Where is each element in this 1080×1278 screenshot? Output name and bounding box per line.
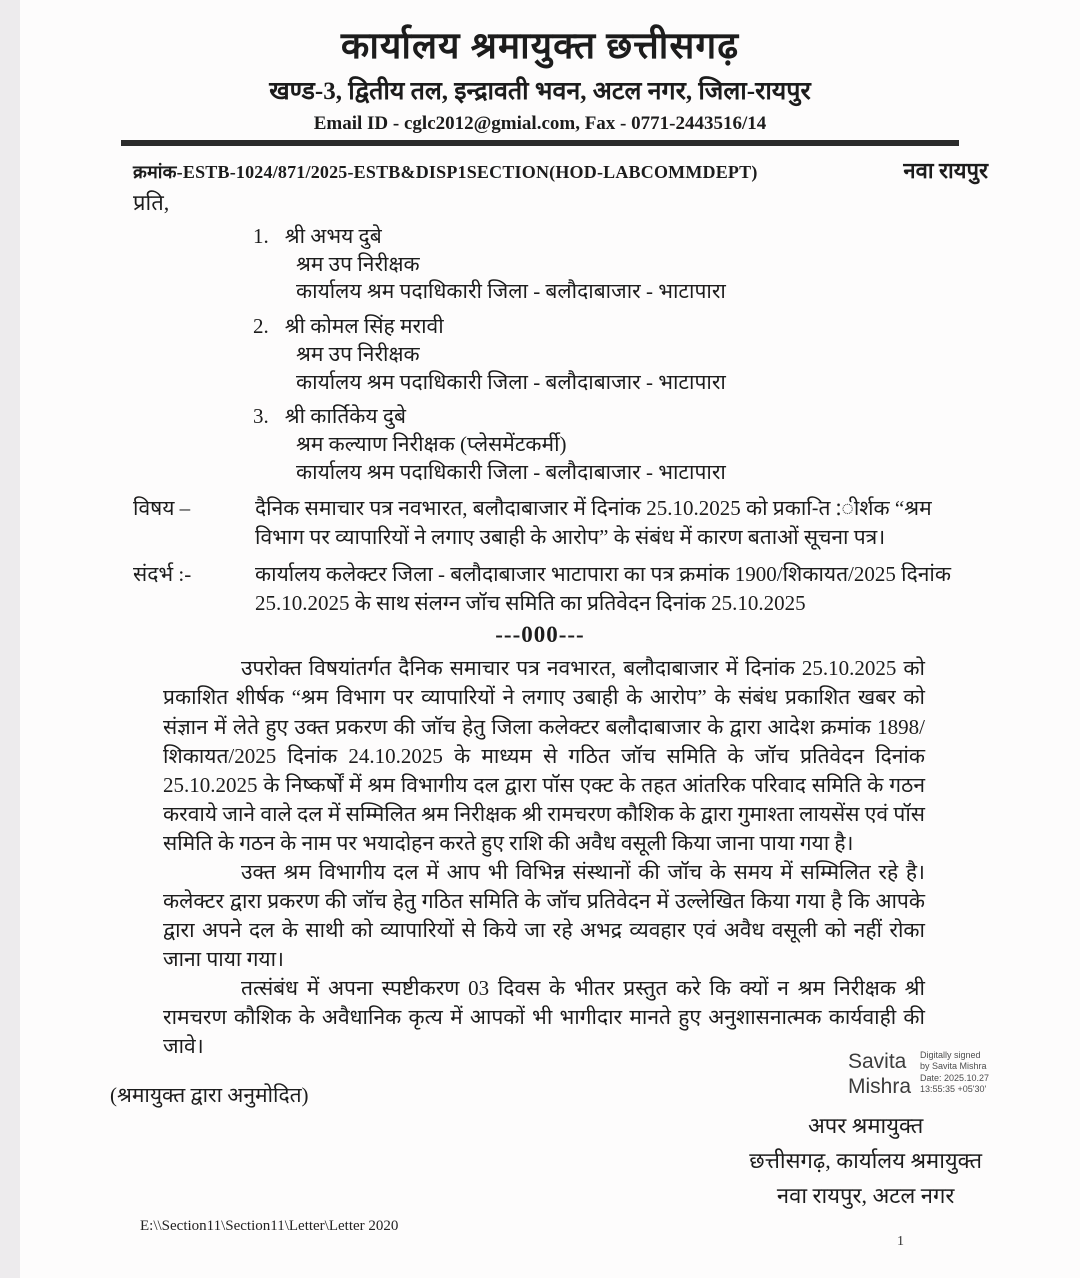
section-divider: ---000--- bbox=[495, 622, 585, 648]
digital-signature-detail-line3: Date: 2025.10.27 bbox=[920, 1072, 990, 1083]
reference-note-row bbox=[133, 560, 985, 618]
body-paragraph-1: उपरोक्त विषयांतर्गत दैनिक समाचार पत्र नवभारत, बलौदाबाजार में दिनांक 25.10.2025 को प्रकाशित शीर्षक “श्रम विभाग पर व्यापारियों ने लगाए उबाही के आरोप” के संबंध प्रकाशित खबर को संज्ञान में लेते हुए उक्त प्रकरण की जॉच हेतु जिला कलेक्टर बलौदाबाजार के द्वारा आदेश क्रमांक 1898/शिकायत/2025 दिनांक 24.10.2025 के माध्यम से गठित जॉच समिति के जॉच प्रतिवेदन दिनांक 25.10.2025 के निष्कर्षों में श्रम विभागीय दल द्वारा पॉस एक्ट के तहत आंतरिक परिवाद समिति के गठन करवाये जाने वाले दल में सम्मिलित श्रम निरीक्षक श्री रामचरण कौशिक के द्वारा गुमाश्ता लायसेंस एवं पॉस समिति के गठन के नाम पर भयादोहन करते हुए राशि की अवैध वसूली किया जाना पाया गया है। bbox=[163, 656, 925, 855]
digital-signature-name-line2: Mishra bbox=[847, 1074, 911, 1098]
letter-body bbox=[163, 654, 925, 1061]
file-path: E:\\Section11\Section11\Letter\Letter 2020 bbox=[140, 1218, 399, 1234]
signatory-title: अपर श्रमायुक्त bbox=[807, 1113, 924, 1138]
reference-note-label: संदर्भ :- bbox=[133, 562, 192, 587]
digital-signature-name bbox=[848, 1050, 911, 1100]
digital-signature-stamp bbox=[848, 1050, 1016, 1100]
recipient-3-index: 3. bbox=[253, 404, 269, 429]
org-address: खण्ड-3, द्वितीय तल, इन्द्रावती भवन, अटल नगर, जिला-रायपुर bbox=[269, 78, 811, 105]
subject-label: विषय – bbox=[133, 496, 191, 521]
body-paragraph-3: तत्संबंध में अपना स्पष्टीकरण 03 दिवस के भीतर प्रस्तुत करे कि क्यों न श्रम निरीक्षक श्री रामचरण कौशिक के अवैधानिक कृत्य में आपकों भी भागीदार मानते हुए अनुशासनात्मक कार्यवाही की जावे। bbox=[163, 976, 925, 1059]
digital-signature-detail-line2: by Savita Mishra bbox=[920, 1061, 987, 1072]
recipient-list bbox=[253, 223, 1080, 486]
recipient-2-index: 2. bbox=[253, 314, 269, 339]
recipient-3-name: श्री कार्तिकेय दुबे bbox=[284, 404, 406, 429]
subject-text: दैनिक समाचार पत्र नवभारत, बलौदाबाजार में दिनांक 25.10.2025 को प्रका-ित :ीर्शक “श्रम विभाग पर व्यापारियों ने लगाए उबाही के आरोप” के संबंध में कारण बताओं सूचना पत्र। bbox=[255, 496, 932, 550]
signatory-place: नवा रायपुर, अटल नगर bbox=[776, 1183, 955, 1209]
recipient-2-name: श्री कोमल सिंह मरावी bbox=[284, 314, 444, 339]
recipient-1-name: श्री अभय दुबे bbox=[284, 224, 382, 248]
signatory-block bbox=[749, 1108, 982, 1214]
recipient-1 bbox=[253, 223, 1080, 306]
recipient-2 bbox=[253, 313, 1080, 396]
reference-note-text: कार्यालय कलेक्टर जिला - बलौदाबाजार भाटापारा का पत्र क्रमांक 1900/शिकायत/2025 दिनांक 25.10.2025 के साथ संलग्न जॉच समिति का प्रतिवेदन दिनांक 25.10.2025 bbox=[255, 562, 951, 616]
body-paragraph-2: उक्त श्रम विभागीय दल में आप भी विभिन्न संस्थानों की जॉच के समय में सम्मिलित रहे है। कलेक्टर द्वारा प्रकरण की जॉच हेतु गठित समिति के जॉच प्रतिवेदन में उल्लेखित किया गया है कि आपके द्वारा अपने दल के साथी को व्यापारियों से किये जा रहे अभद्र व्यवहार एवं अवैध वसूली को नहीं रोका जाना पाया गया। bbox=[163, 859, 925, 972]
recipient-3-designation: श्रम कल्याण निरीक्षक (प्लेसमेंटकर्मी) bbox=[296, 432, 567, 457]
recipient-3-office: कार्यालय श्रम पदाधिकारी जिला - बलौदाबाजार - भाटापारा bbox=[296, 459, 726, 484]
letter-place: नवा रायपुर bbox=[903, 158, 988, 183]
reference-row bbox=[133, 155, 988, 185]
recipient-1-index: 1. bbox=[253, 224, 269, 248]
recipient-3-head bbox=[253, 403, 1080, 431]
letterhead bbox=[0, 0, 1080, 146]
page-number: 1 bbox=[897, 1234, 904, 1249]
org-contact: Email ID - cglc2012@gmial.com, Fax - 0771-2443516/14 bbox=[313, 113, 767, 134]
digital-signature-detail-line1: Digitally signed bbox=[920, 1050, 981, 1060]
approval-note: (श्रमायुक्त द्वारा अनुमोदित) bbox=[110, 1083, 309, 1108]
digital-signature-name-line1: Savita bbox=[847, 1050, 907, 1073]
recipient-1-designation: श्रम उप निरीक्षक bbox=[296, 251, 420, 276]
recipient-2-office: कार्यालय श्रम पदाधिकारी जिला - बलौदाबाजार - भाटापारा bbox=[296, 369, 726, 394]
recipient-2-head bbox=[253, 313, 1080, 341]
subject-row bbox=[133, 494, 985, 552]
digital-signature-details bbox=[920, 1050, 1016, 1095]
org-title: कार्यालय श्रमायुक्त छत्तीसगढ़ bbox=[340, 26, 740, 67]
recipient-2-designation: श्रम उप निरीक्षक bbox=[296, 341, 420, 366]
letter-number: क्रमांक-ESTB-1024/871/2025-ESTB&DISP1SECTION(HOD-LABCOMMDEPT) bbox=[133, 162, 758, 182]
scan-edge-strip bbox=[0, 0, 20, 1278]
recipient-1-head bbox=[253, 223, 1080, 251]
digital-signature-detail-line4: 13:55:35 +05'30' bbox=[920, 1083, 987, 1094]
header-divider-rule bbox=[121, 140, 959, 146]
recipient-1-office: कार्यालय श्रम पदाधिकारी जिला - बलौदाबाजार - भाटापारा bbox=[296, 279, 726, 304]
signatory-office: छत्तीसगढ़, कार्यालय श्रमायुक्त bbox=[749, 1148, 982, 1174]
recipient-3 bbox=[253, 403, 1080, 486]
to-label: प्रति, bbox=[133, 190, 170, 215]
